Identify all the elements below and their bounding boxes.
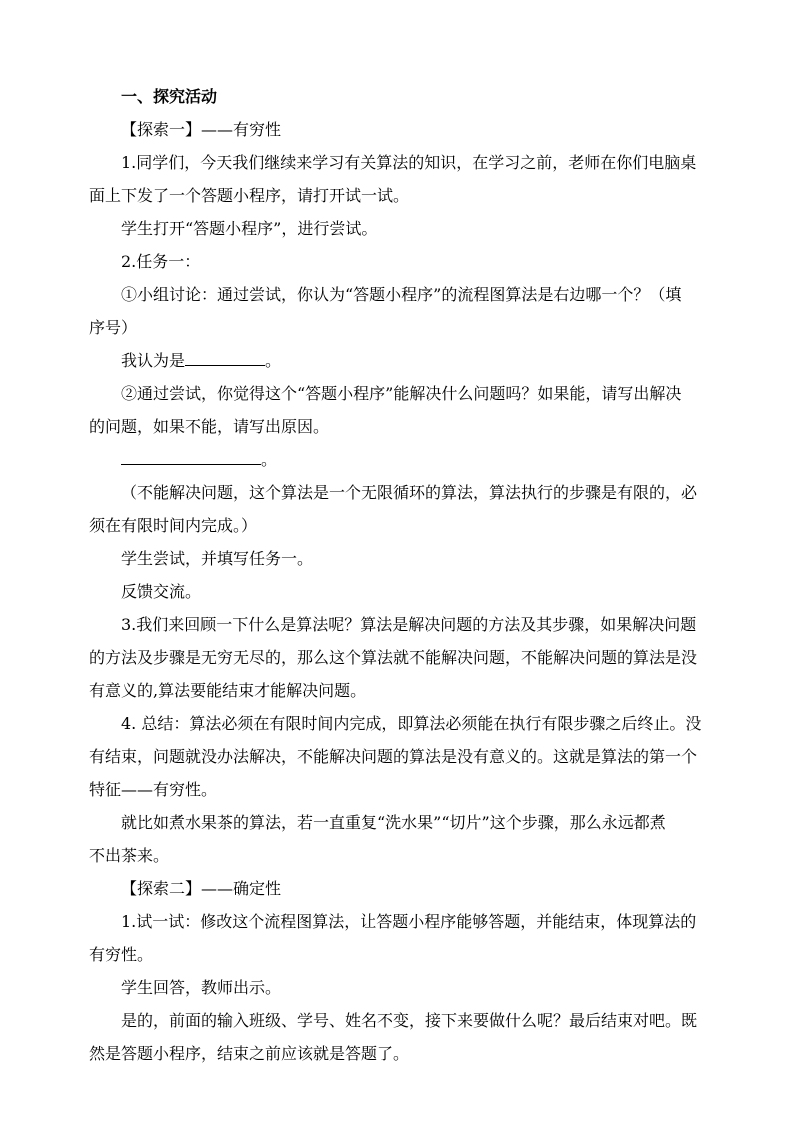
explore1-p10: 反馈交流。 [121,582,202,601]
explore1-p9: 学生尝试，并填写任务一。 [121,549,314,568]
explore1-p11-line1: 3.我们来回顾一下什么是算法呢？算法是解决问题的方法及其步骤，如果解决问题 [121,615,697,634]
explore1-p12-line3: 特征——有穷性。 [89,780,218,799]
explore2-title: 【探索二】——确定性 [121,879,282,898]
explore1-p4-line2: 序号） [89,318,138,337]
explore1-reason-line [121,443,277,476]
explore2-p1-line2: 有穷性。 [89,945,154,964]
explore1-p3: 2.任务一： [121,252,201,271]
reason-blank[interactable] [121,444,261,465]
answer-prefix: 我认为是 [121,351,186,370]
explore2-p3-line2: 然是答题小程序，结束之前应该就是答题了。 [89,1044,410,1063]
explore1-p6-line1: ②通过尝试，你觉得这个“答题小程序”能解决什么问题吗？如果能，请写出解决 [121,384,682,403]
explore1-p11-line2: 的方法及步骤是无穷无尽的，那么这个算法就不能解决问题，不能解决问题的算法是没 [89,648,698,667]
explore1-p6-line2: 的问题，如果不能，请写出原因。 [89,417,330,436]
section-heading: 一、探究活动 [121,87,218,106]
explore1-p13-line1: 就比如煮水果茶的算法，若一直重复“洗水果”“切片”这个步骤，那么永远都煮 [121,813,666,832]
explore1-title: 【探索一】——有穷性 [121,120,282,139]
explore1-answer-line [121,344,281,377]
explore1-p12-line2: 有结束，问题就没办法解决，不能解决问题的算法是没有意义的。这就是算法的第一个 [89,747,698,766]
explore1-p4-line1: ①小组讨论：通过尝试，你认为“答题小程序”的流程图算法是右边哪一个？（填 [121,285,682,304]
answer-blank[interactable] [185,345,265,366]
reason-suffix: 。 [261,450,278,469]
explore2-p2: 学生回答，教师出示。 [121,978,282,997]
answer-suffix: 。 [265,351,282,370]
explore2-p3-line1: 是的，前面的输入班级、学号、姓名不变，接下来要做什么呢？最后结束对吧。既 [121,1011,698,1030]
explore1-p8-line2: 须在有限时间内完成。） [89,516,258,535]
explore1-p8-line1: （不能解决问题，这个算法是一个无限循环的算法，算法执行的步骤是有限的，必 [121,483,698,502]
explore1-p1-line2: 面上下发了一个答题小程序，请打开试一试。 [89,186,410,205]
explore1-p13-line2: 不出茶来。 [89,846,170,865]
explore1-p11-line3: 有意义的,算法要能结束才能解决问题。 [89,681,367,700]
explore1-p1-line1: 1.同学们，今天我们继续来学习有关算法的知识，在学习之前，老师在你们电脑桌 [121,153,697,172]
explore2-p1-line1: 1.试一试：修改这个流程图算法，让答题小程序能够答题，并能结束，体现算法的 [121,912,697,931]
explore1-p12-line1: 4. 总结：算法必须在有限时间内完成，即算法必须能在执行有限步骤之后终止。没 [121,714,702,733]
explore1-p2: 学生打开“答题小程序”，进行尝试。 [121,219,378,238]
